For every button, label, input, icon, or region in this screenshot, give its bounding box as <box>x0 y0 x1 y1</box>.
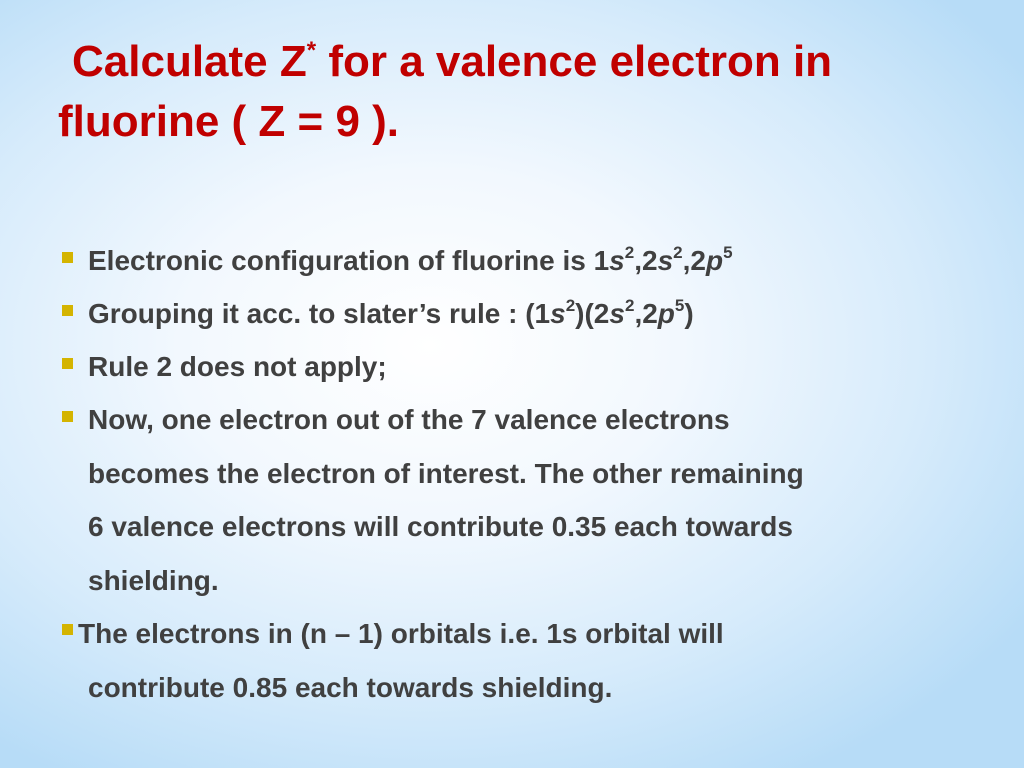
bullet-config <box>88 244 733 278</box>
title-text-prefix: Calculate Z <box>72 37 307 86</box>
orbital: s <box>609 298 625 329</box>
text: ,2 <box>634 298 658 329</box>
orbital: p <box>657 298 675 329</box>
orbital: s <box>609 245 625 276</box>
bullet-square-icon <box>62 624 73 635</box>
superscript: 2 <box>624 296 635 315</box>
bullet-inner-line-1: The electrons in (n – 1) orbitals i.e. 1s orbital will <box>78 618 724 649</box>
superscript: 5 <box>723 243 733 262</box>
orbital: s <box>550 298 566 329</box>
text: ) <box>684 298 694 329</box>
bullet-valence-line-3: 6 valence electrons will contribute 0.35 each towards <box>88 511 793 542</box>
bullet-square-icon <box>62 358 73 369</box>
text: Electronic configuration of fluorine is 1 <box>88 245 610 276</box>
superscript: 5 <box>674 296 685 315</box>
bullet-valence-line-4: shielding. <box>88 565 219 596</box>
bullet-inner-line-2: contribute 0.85 each towards shielding. <box>88 672 613 703</box>
title-line-2: fluorine ( Z = 9 ). <box>58 97 400 146</box>
superscript: 2 <box>624 243 635 262</box>
bullet-rule2: Rule 2 does not apply; <box>88 351 387 382</box>
bullet-valence-line-1: Now, one electron out of the 7 valence electrons <box>88 404 730 435</box>
text: Grouping it acc. to slater’s rule : (1 <box>88 298 551 329</box>
bullet-grouping <box>88 297 694 331</box>
superscript: 2 <box>565 296 576 315</box>
bullet-square-icon <box>62 305 73 316</box>
bullet-valence-line-2: becomes the electron of interest. The other remaining <box>88 458 804 489</box>
superscript: 2 <box>673 243 683 262</box>
text: )(2 <box>575 298 610 329</box>
orbital: s <box>657 245 674 276</box>
orbital: p <box>705 245 724 276</box>
bullet-square-icon <box>62 252 73 263</box>
title-text-suffix: for a valence electron in <box>316 37 833 86</box>
text: ,2 <box>634 245 658 276</box>
bullet-square-icon <box>62 411 73 422</box>
title-superscript: * <box>306 37 317 64</box>
text: ,2 <box>682 245 706 276</box>
